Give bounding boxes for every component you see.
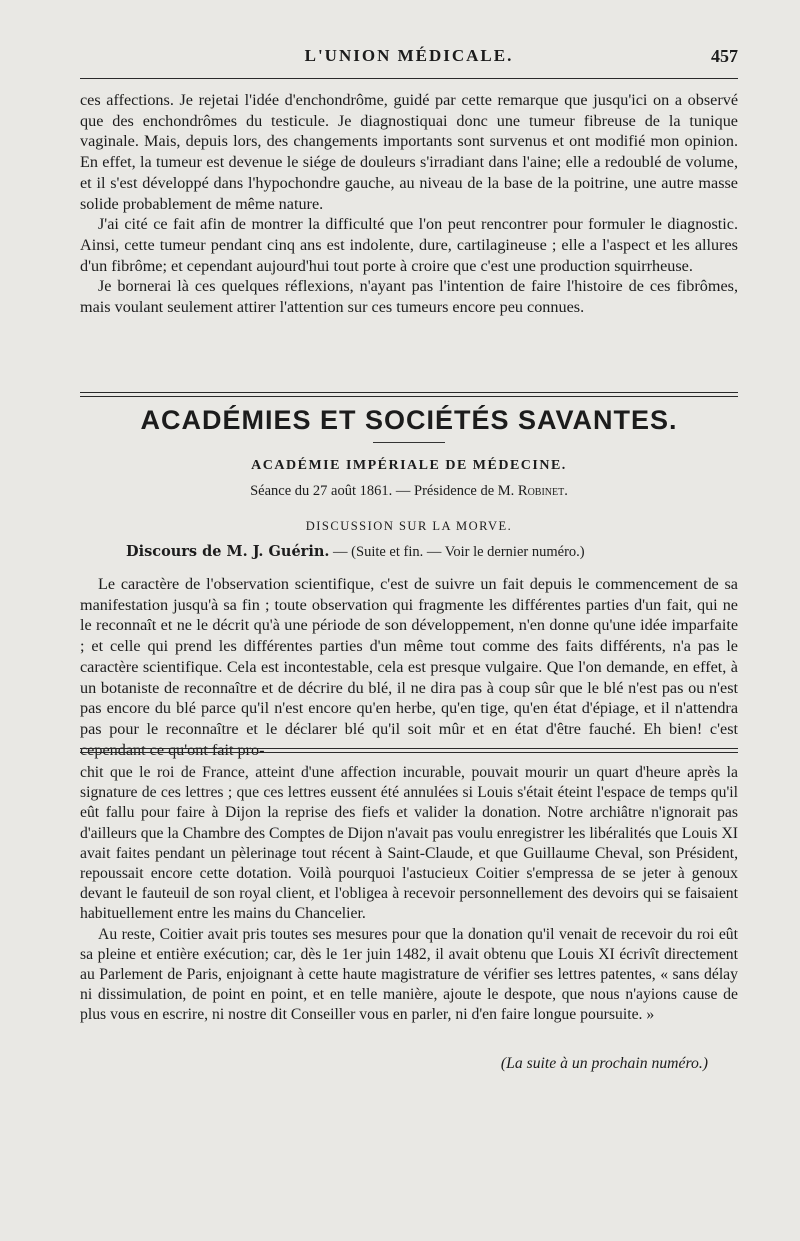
discours-note: — (Suite et fin. — Voir le dernier numéro.) — [329, 544, 585, 560]
title-underline — [373, 442, 445, 443]
feuilleton-paragraph: chit que le roi de France, atteint d'une affection incurable, pouvait mourir un quart d'heure après la signature de ces lettres ; que ces lettres eussent été annulées si Louis s'était éteint l'espace de temps qu'il eût fallu pour faire à Dijon la reprise des fiefs et valider la donation. Notre archiâtre n'ignorait pas d'ailleurs que la Chambre des Comptes de Dijon n'avait pas voulu enregistrer les libéralités que Louis XI avait faites pendant un pèlerinage tout récent à Saint-Claude, et que Guillaume Cheval, son Président, repoussait encore cette dotation. Voilà pourquoi l'astucieux Coitier s'empressa de se jeter à genoux devant le fauteuil de son royal client, et l'obligea à recevoir personnellement des devoirs qui se faisaient habituellement entre les mains du Chancelier. — [80, 764, 738, 923]
article-continuation — [80, 90, 738, 318]
discours-line — [80, 542, 738, 563]
president-name: Robinet — [517, 483, 565, 499]
academy-title: ACADÉMIE IMPÉRIALE DE MÉDECINE. — [251, 458, 567, 473]
seance-info: Séance du 27 août 1861. — Présidence de M. — [250, 483, 518, 499]
discours-body — [80, 574, 738, 760]
feuilleton-paragraph: Au reste, Coitier avait pris toutes ses mesures pour que la donation qu'il venait de recevoir du roi eût sa pleine et entière exécution; car, dès le 1er juin 1482, il avait obtenu que Louis XI écrivît directement au Parlement de Paris, enjoignant à cette haute magistrature de vérifier ses lettres patentes, « sans délay ni dissimulation, de point en point, et en telle manière, ajoute le despote, que nous n'ayions cause de plus vous en escrire, ni nostre dit Conseiller vous en parler, ni d'en faire longue poursuite. » — [80, 925, 738, 1024]
discussion-title: DISCUSSION SUR LA MORVE. — [305, 519, 513, 533]
article-paragraph: ces affections. Je rejetai l'idée d'enchondrôme, guidé par cette remarque que jusqu'ici on a observé que des enchondrômes du testicule. Je diagnostiquai donc une tumeur fibreuse de la tunique vaginale. Mais, depuis lors, des changements importants sont survenus et ont modifié mon opinion. En effet, la tumeur est devenue le siége de douleurs s'irradiant dans l'aine; elle a redoublé de volume, et il s'est développé dans l'hypochondre gauche, au niveau de la base de la poitrine, une autre masse solide probablement de même nature. — [80, 91, 738, 213]
discours-label: Discours de M. J. Guérin. — [126, 543, 330, 560]
section-divider — [80, 392, 738, 397]
article-paragraph: J'ai cité ce fait afin de montrer la difficulté que l'on peut rencontrer pour formuler le diagnostic. Ainsi, cette tumeur pendant cinq ans est indolente, dure, cartilagineuse ; elle a l'aspect et les allures d'un fibrôme; et cependant aujourd'hui tout porte à croire que c'est une production squirrheuse. — [80, 215, 738, 275]
page-number: 457 — [711, 46, 738, 66]
running-title: L'UNION MÉDICALE. — [304, 46, 514, 65]
article-paragraph: Je bornerai là ces quelques réflexions, n'ayant pas l'intention de faire l'histoire de ces fibrômes, mais voulant seulement attirer l'attention sur ces tumeurs encore peu connues. — [80, 277, 738, 317]
feuilleton — [80, 763, 738, 1026]
continuation-note: (La suite à un prochain numéro.) — [500, 1055, 708, 1072]
section-academies — [80, 405, 738, 443]
feuilleton-closing — [80, 1054, 738, 1075]
header-rule — [80, 78, 738, 79]
discussion-heading — [80, 516, 738, 537]
feuilleton-divider — [80, 748, 738, 753]
seance-line: Séance du 27 août 1861. — Présidence de M. Robinet. — [250, 483, 568, 499]
page-header — [80, 44, 738, 74]
academy-heading — [80, 456, 738, 477]
discours-paragraph: Le caractère de l'observation scientifique, c'est de suivre un fait depuis le commencement de sa manifestation jusqu'à sa fin ; toute observation qui fragmente les différentes parties d'un fait, qui ne le reconnaît et ne le décrit qu'à une période de son développement, n'en donne qu'une idée imparfaite ; et celle qui prend les différentes parties d'un même tout comme des faits différents, n'a pas le caractère scientifique. Cela est incontestable, cela est presque vulgaire. Que l'on demande, en effet, à un botaniste de reconnaître et de décrire du blé, il ne dira pas à coup sûr que le blé n'est pas ou n'est pas encore du blé parce qu'il n'est encore qu'en herbe, qu'en tige, qu'en état d'épiage, et il n'attendra pas pour le reconnaître et le déclarer blé qu'il soit mûr et en état d'être fauché. Eh bien! c'est cependant ce qu'ont fait pro- — [80, 575, 738, 759]
section-title: ACADÉMIES ET SOCIÉTÉS SAVANTES. — [140, 405, 678, 435]
